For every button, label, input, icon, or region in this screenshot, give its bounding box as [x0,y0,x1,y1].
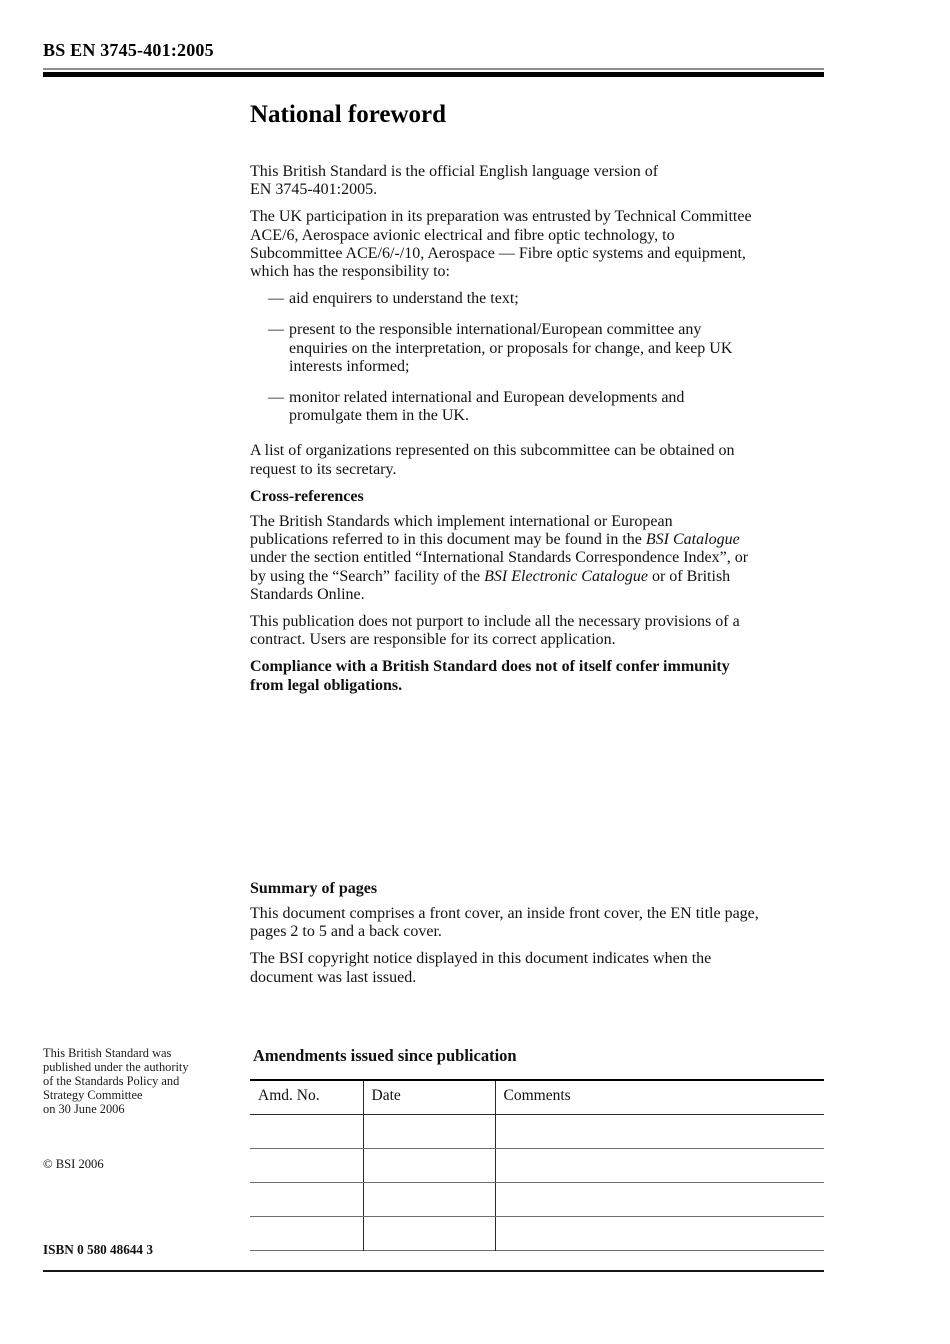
amendments-table [250,1079,824,1251]
paragraph-provisions: This publication does not purport to include all the necessary provisions of a contract. Users are responsible for its correct application. [250,613,740,649]
empty-cell [250,1216,363,1250]
page-bottom-rule [43,1270,824,1272]
empty-cell [495,1216,824,1250]
empty-cell [363,1216,495,1250]
list-item [250,389,823,425]
list-item-text: aid enquirers to understand the text; [289,290,519,308]
empty-cell [250,1182,363,1216]
header-rule-thin [43,68,824,70]
page-title: National foreword [250,101,447,128]
empty-cell [363,1114,495,1148]
text-line: publications referred to in this document may be found in the [250,531,646,549]
paragraph-organizations-list: A list of organizations represented on this subcommittee can be obtained on request to its secretary. [250,442,735,478]
list-item-text: monitor related international and European developments and promulgate them in the UK. [289,389,685,425]
paragraph-official-version: This British Standard is the official English language version of EN 3745-401:2005. [250,163,659,199]
bsi-electronic-catalogue-citation: BSI Electronic Catalogue [484,567,648,585]
empty-cell [250,1114,363,1148]
header-rule-thick [43,72,824,77]
bullet-dash: — [268,290,284,308]
bullet-dash: — [268,389,284,407]
summary-of-pages-heading: Summary of pages [250,879,378,897]
standard-number: BS EN 3745-401:2005 [43,40,214,60]
publication-authority-note: This British Standard was published under the authority of the Standards Policy and Strategy Committee on 30 June 2006 [43,1046,189,1116]
empty-cell [495,1114,824,1148]
list-item [250,321,823,376]
isbn-line: ISBN 0 580 48644 3 [43,1242,153,1257]
copyright-line: © BSI 2006 [43,1157,104,1171]
text-line: by using the “Search” facility of the [250,567,485,585]
empty-cell [250,1148,363,1182]
cross-references-heading: Cross-references [250,487,364,505]
column-header-comments: Comments [495,1080,824,1114]
paragraph-document-comprises: This document comprises a front cover, an inside front cover, the EN title page, pages 2 to 5 and a back cover. [250,905,759,941]
amendments-heading: Amendments issued since publication [253,1046,517,1065]
empty-cell [363,1148,495,1182]
amendments-header-row [250,1080,824,1114]
text-line: under the section entitled “International Standards Correspondence Index”, or [250,549,749,567]
text-line: The British Standards which implement international or European [250,513,673,531]
table-row [250,1182,824,1216]
paragraph-catalogue [250,513,823,604]
empty-cell [363,1182,495,1216]
empty-cell [495,1148,824,1182]
table-row [250,1216,824,1250]
table-row [250,1148,824,1182]
responsibility-list [250,290,823,425]
text-line: Standards Online. [250,585,365,603]
paragraph-compliance: Compliance with a British Standard does not of itself confer immunity from legal obligations. [250,658,730,694]
empty-cell [495,1182,824,1216]
bullet-dash: — [268,321,284,339]
list-item-text: present to the responsible international/European committee any enquiries on the interpretation, or proposals for change, and keep UK interests informed; [289,321,733,375]
list-item [250,290,823,308]
column-header-amd-no: Amd. No. [250,1080,363,1114]
text-line: or of British [647,567,731,585]
paragraph-uk-participation: The UK participation in its preparation was entrusted by Technical Committee ACE/6, Aerospace avionic electrical and fibre optic technology, to Subcommittee ACE/6/-/10, Aerospace — Fibre optic systems and equipment, which has the responsibility to: [250,208,752,281]
foreword-section [250,101,823,996]
page-header [43,40,824,77]
bsi-catalogue-citation: BSI Catalogue [645,531,740,549]
paragraph-copyright-notice: The BSI copyright notice displayed in this document indicates when the document was last issued. [250,950,712,986]
column-header-date: Date [363,1080,495,1114]
table-row [250,1114,824,1148]
